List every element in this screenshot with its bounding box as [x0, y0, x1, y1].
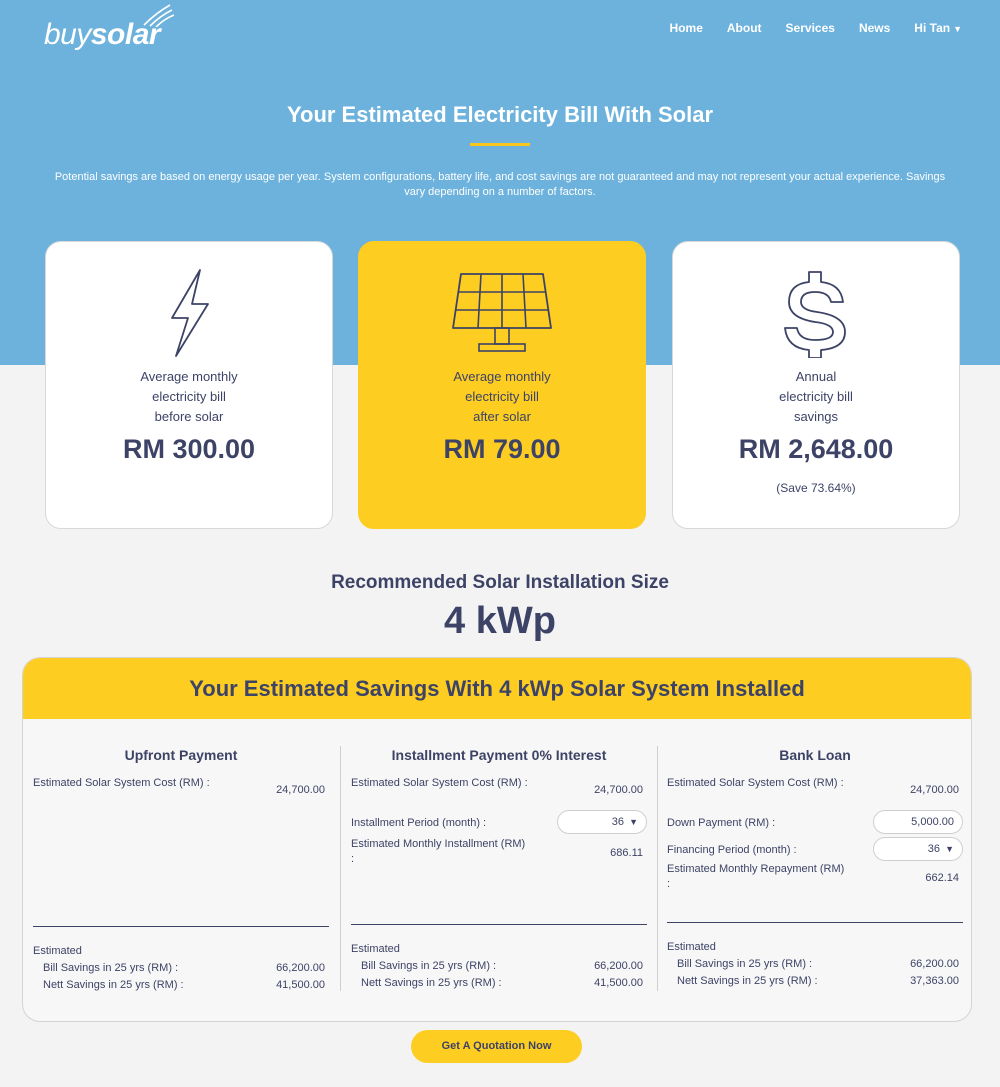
- savings-panel: [22, 657, 972, 1022]
- divider: [351, 924, 647, 925]
- card-bill-before-solar: Average monthly electricity bill before solar RM 300.00: [45, 241, 333, 529]
- page-title: Your Estimated Electricity Bill With Solar: [286, 102, 714, 127]
- nav-about[interactable]: About: [726, 21, 762, 35]
- nav-user-menu[interactable]: Hi Tan ▼: [914, 21, 962, 35]
- upfront-payment-column: Upfront Payment Estimated Solar System Cost (RM) : 24,700.00 Estimated Bill Savings in 25 yrs (RM) : 66,200.00 Nett Savings in 25 yrs (RM) : 41,500.00: [33, 719, 329, 1022]
- upfront-title: Upfront Payment: [124, 747, 238, 763]
- down-payment-input[interactable]: 5,000.00: [873, 810, 963, 834]
- get-quotation-button[interactable]: Get A Quotation Now: [411, 1030, 582, 1063]
- chevron-down-icon: ▼: [953, 24, 962, 34]
- bank-loan-column: Bank Loan Estimated Solar System Cost (RM) : 24,700.00 Down Payment (RM) : 5,000.00 Financing Period (month) : 36 ▼ Estimated Monthly Repayment (RM) : 662.14 Estimated Bill Savings in 25 yrs (RM) : 66,200.00 Nett Savings in 25 yrs (RM) : 37,363.00: [667, 719, 963, 1022]
- title-underline: [470, 143, 530, 146]
- savings-panel-title: Your Estimated Savings With 4 kWp Solar System Installed: [23, 658, 971, 719]
- bill-before-amount: RM 300.00: [122, 434, 256, 464]
- main-nav: [670, 21, 962, 35]
- nav-news[interactable]: News: [858, 21, 891, 35]
- installment-payment-column: Installment Payment 0% Interest Estimated Solar System Cost (RM) : 24,700.00 Installment Period (month) : 36 ▼ Estimated Monthly Installment (RM) : 686.11 Estimated Bill Savings in 25 yrs (RM) : 66,200.00 Nett Savings in 25 yrs (RM) : 41,500.00: [351, 719, 647, 1022]
- annual-savings-amount: RM 2,648.00: [738, 434, 894, 464]
- buysolar-logo[interactable]: buysolar: [44, 18, 161, 51]
- card-annual-savings: Annual electricity bill savings RM 2,648.00 (Save 73.64%): [672, 241, 960, 529]
- nav-home[interactable]: Home: [669, 21, 703, 35]
- divider: [33, 926, 329, 927]
- installment-period-select[interactable]: 36 ▼: [557, 810, 647, 834]
- column-divider: [340, 746, 341, 991]
- card-bill-after-solar: Average monthly electricity bill after solar RM 79.00: [358, 241, 646, 529]
- bill-after-amount: RM 79.00: [443, 434, 561, 464]
- hero-description: Potential savings are based on energy usage per year. System configurations, battery life, and cost savings are not guaranteed and may not represent your actual experience. Savings vary depending on a number of factors.: [54, 171, 946, 198]
- savings-percent: (Save 73.64%): [776, 481, 856, 495]
- solar-panel-icon: [447, 268, 557, 358]
- dollar-icon: [781, 268, 851, 358]
- logo-swoosh-icon: [140, 3, 174, 27]
- bank-loan-title: Bank Loan: [779, 747, 851, 763]
- nav-services[interactable]: Services: [785, 21, 835, 35]
- recommended-size-value: 4 kWp: [444, 600, 556, 642]
- lightning-icon: [164, 268, 214, 358]
- chevron-down-icon: ▼: [945, 844, 954, 854]
- chevron-down-icon: ▼: [629, 817, 638, 827]
- financing-period-select[interactable]: 36 ▼: [873, 837, 963, 861]
- divider: [667, 922, 963, 923]
- column-divider: [657, 746, 658, 991]
- installment-title: Installment Payment 0% Interest: [391, 747, 607, 763]
- recommended-size-label: Recommended Solar Installation Size: [331, 572, 669, 593]
